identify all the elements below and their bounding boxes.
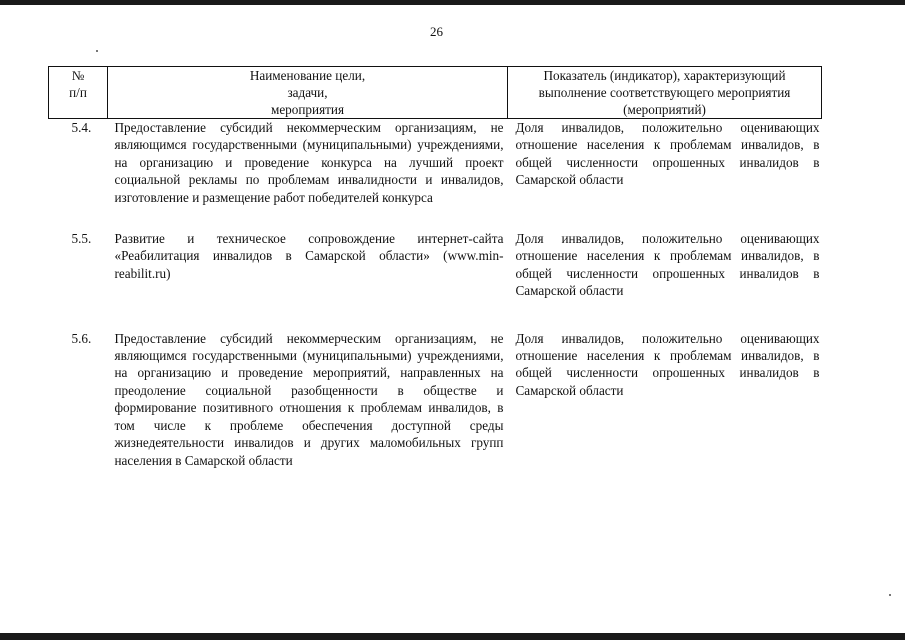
row-indicator: Доля инвалидов, положительно оценивающих отношение населения к проблемам инвалидов, в общей численности опрошенных инвалидов в Самарской области (515, 120, 820, 188)
row-goal: Предоставление субсидий некоммерческим организациям, не являющимся государственными (муниципальными) учреждениями, на организацию и проведение конкурса на лучший проект социальной рекламы по проблемам инвалидности и инвалидов, изготовление и размещение работ победителей конкурса (114, 120, 504, 205)
header-goal: Наименование цели, задачи, мероприятия (108, 67, 508, 119)
measures-table (48, 66, 822, 469)
row-number: 5.4. (71, 120, 92, 135)
table-row (49, 119, 822, 207)
row-goal: Развитие и техническое сопровождение интернет-сайта «Реабилитация инвалидов в Самарской области» (www.min-reabilit.ru) (114, 231, 504, 281)
scan-edge-top (0, 0, 905, 5)
row-goal: Предоставление субсидий некоммерческим организациям, не являющимся государственными (муниципальными) учреждениями, на организацию и проведение мероприятий, направленных на преодоление социальной разобщенности в обществе и формирование позитивного отношения к проблемам инвалидов, в том числе к проблеме обеспечения доступной среды жизнедеятельности инвалидов и других маломобильных групп населения в Самарской области (114, 330, 504, 468)
table-row (49, 330, 822, 469)
row-spacer (49, 206, 822, 230)
table-row (49, 230, 822, 300)
row-indicator: Доля инвалидов, положительно оценивающих отношение населения к проблемам инвалидов, в общей численности опрошенных инвалидов в Самарской области (515, 330, 820, 398)
scan-speck (96, 50, 98, 52)
table-header-row (49, 67, 822, 119)
header-indicator: Показатель (индикатор), характеризующий выполнение соответствующего мероприятия (мероприятий) (508, 67, 822, 119)
row-number: 5.5. (71, 231, 92, 247)
row-number: 5.6. (71, 330, 92, 346)
scan-edge-bottom (0, 633, 905, 640)
row-indicator: Доля инвалидов, положительно оценивающих отношение населения к проблемам инвалидов, в общей численности опрошенных инвалидов в Самарской области (515, 231, 820, 299)
row-spacer (49, 300, 822, 330)
page-number: 26 (430, 24, 443, 39)
scan-speck (889, 594, 891, 596)
header-number: № п/п (49, 67, 108, 119)
